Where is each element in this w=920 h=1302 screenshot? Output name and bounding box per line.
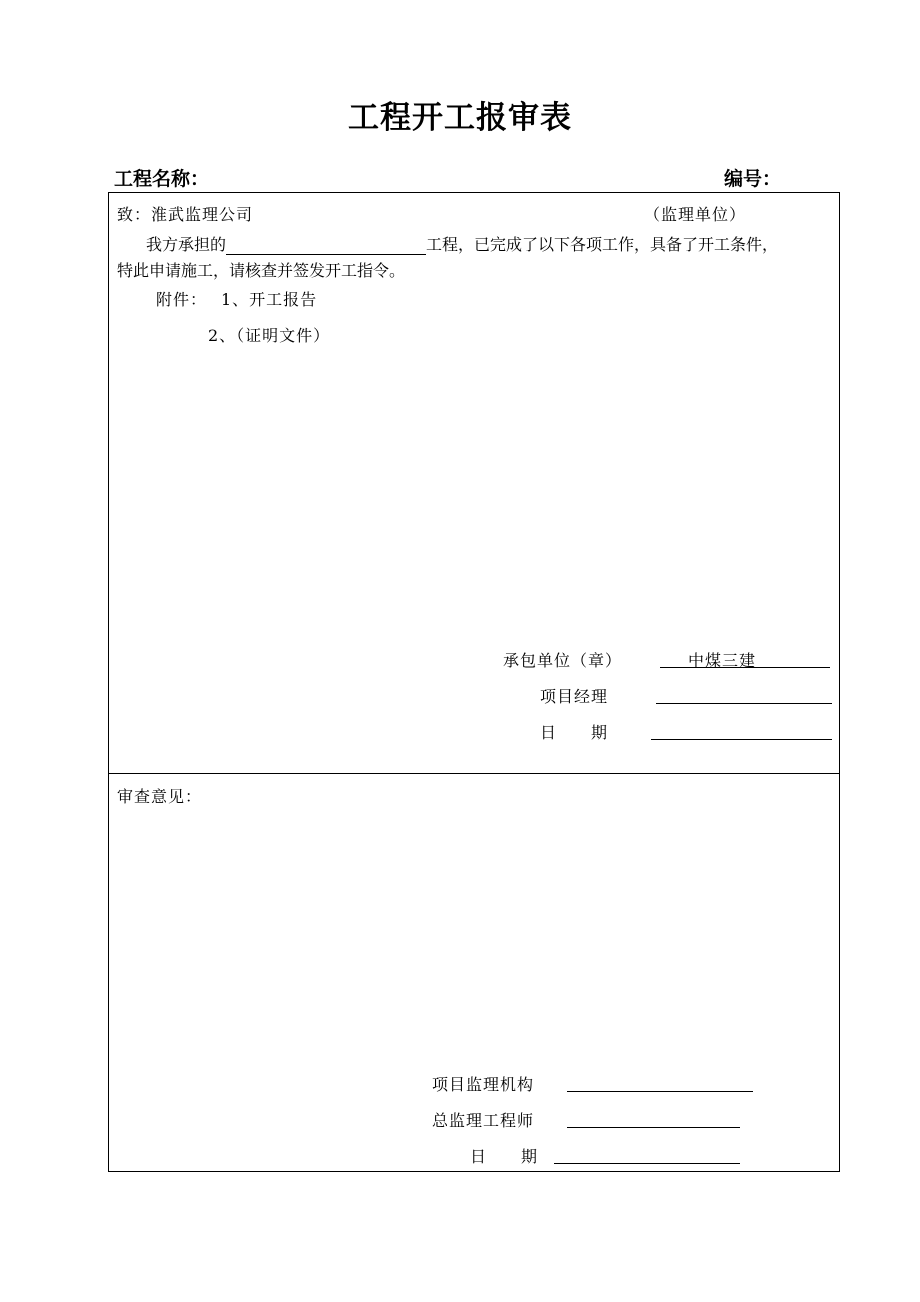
project-blank-field[interactable]: [226, 236, 426, 255]
body-line-2: 特此申请施工，请核查并签发开工指令。: [117, 261, 406, 280]
attachment-label: 附件：: [156, 290, 208, 309]
page-title: 工程开工报审表: [348, 100, 572, 136]
date-line-1[interactable]: [651, 738, 832, 740]
project-name-label: 工程名称：: [114, 168, 210, 190]
number-label: 编号：: [724, 168, 782, 190]
supervision-org-label: 项目监理机构: [432, 1075, 535, 1094]
body-prefix: 我方承担的: [146, 235, 227, 254]
chief-engineer-label: 总监理工程师: [432, 1111, 535, 1130]
attachment-1: 1、开工报告: [221, 290, 318, 309]
body-line-1: [146, 232, 778, 255]
chief-engineer-line[interactable]: [567, 1126, 740, 1128]
recipient-role: （监理单位）: [644, 205, 747, 224]
date-line-2[interactable]: [554, 1162, 740, 1164]
contractor-line[interactable]: [660, 666, 830, 668]
review-label: 审查意见：: [117, 787, 203, 806]
project-manager-label: 项目经理: [540, 687, 609, 706]
date-label-2: 日 期: [470, 1147, 539, 1166]
body-suffix: 工程，已完成了以下各项工作，具备了开工条件，: [426, 235, 779, 254]
contractor-value: 中煤三建: [688, 651, 757, 670]
supervision-org-line[interactable]: [567, 1090, 753, 1092]
date-label-1: 日 期: [540, 723, 609, 742]
attachment-2: 2、（证明文件）: [208, 326, 331, 345]
contractor-label: 承包单位（章）: [503, 651, 623, 670]
recipient-label: 致：淮武监理公司: [117, 205, 254, 224]
project-manager-line[interactable]: [656, 702, 832, 704]
